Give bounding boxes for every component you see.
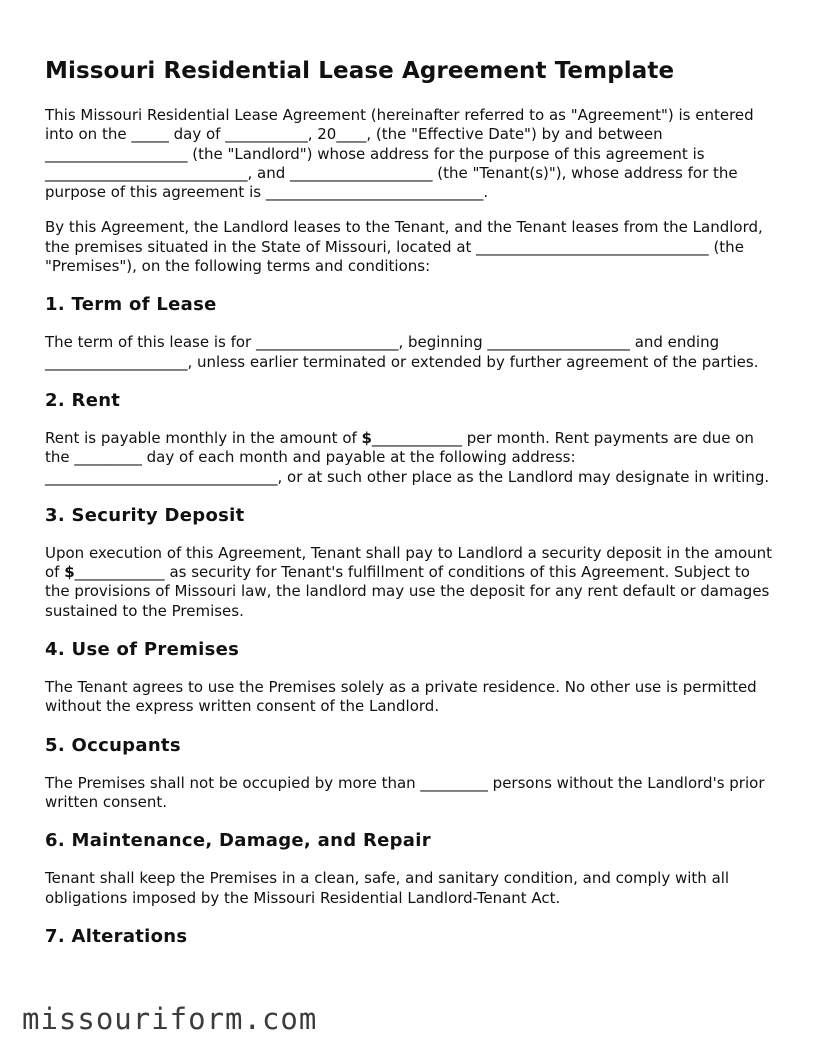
section-heading: 7. Alterations — [45, 925, 188, 947]
document-page — [45, 56, 775, 965]
section-body-text: Upon execution of this Agreement, Tenant shall pay to Landlord a security deposit in the amount of — [45, 543, 773, 582]
section-heading: 5. Occupants — [45, 734, 181, 756]
section-body-text: ____________ as security for Tenant's fulfillment of conditions of this Agreement. Subject to the provisions of Missouri law, the landlord may use the deposit for any rent default or damages sustained to the Premises. — [45, 563, 770, 620]
section-body — [45, 544, 775, 621]
section-heading: 3. Security Deposit — [45, 504, 245, 526]
section-body-text: Rent is payable monthly in the amount of — [45, 428, 362, 447]
section-heading: 4. Use of Premises — [45, 639, 240, 661]
document-title: Missouri Residential Lease Agreement Template — [45, 58, 675, 84]
section-rent — [45, 390, 775, 487]
section-use-of-premises — [45, 639, 775, 717]
section-body — [45, 429, 775, 487]
section-body: The term of this lease is for ___________________, beginning ___________________ and ending ___________________, unless earlier terminated or extended by further agreement of the parties. — [45, 333, 759, 371]
dollar-sign: $ — [64, 563, 75, 582]
section-alterations — [45, 926, 775, 948]
section-body-text: ____________ per month. Rent payments are due on the _________ day of each month and payable at the following address: _______________________________, or at such other place as the Landlord may designate in writing. — [45, 428, 770, 486]
intro-paragraph-1: This Missouri Residential Lease Agreement (hereinafter referred to as "Agreement") is entered into on the _____ day of ___________, 20____, (the "Effective Date") by and between ___________________ (the "Landlord") whose address for the purpose of this agreement is ___________________________, and ___________________ (the "Tenant(s)"), whose address for the purpose of this agreement is _____________________________. — [45, 106, 754, 202]
section-heading: 6. Maintenance, Damage, and Repair — [45, 830, 431, 852]
section-occupants — [45, 735, 775, 813]
section-security-deposit — [45, 505, 775, 621]
section-body: The Premises shall not be occupied by more than _________ persons without the Landlord's prior written consent. — [45, 773, 765, 811]
site-watermark: missouriform.com — [22, 1002, 318, 1036]
section-maintenance — [45, 830, 775, 908]
section-body: Tenant shall keep the Premises in a clean, safe, and sanitary condition, and comply with all obligations imposed by the Missouri Residential Landlord-Tenant Act. — [45, 869, 730, 907]
section-heading: 1. Term of Lease — [45, 294, 217, 316]
dollar-sign: $ — [361, 428, 372, 447]
section-body: The Tenant agrees to use the Premises solely as a private residence. No other use is permitted without the express written consent of the Landlord. — [45, 678, 757, 716]
section-heading: 2. Rent — [45, 389, 121, 411]
section-term-of-lease — [45, 294, 775, 372]
intro-paragraph-2: By this Agreement, the Landlord leases to the Tenant, and the Tenant leases from the Landlord, the premises situated in the State of Missouri, located at _______________________________ (the "Premises"), on the following terms and conditions: — [45, 218, 763, 276]
